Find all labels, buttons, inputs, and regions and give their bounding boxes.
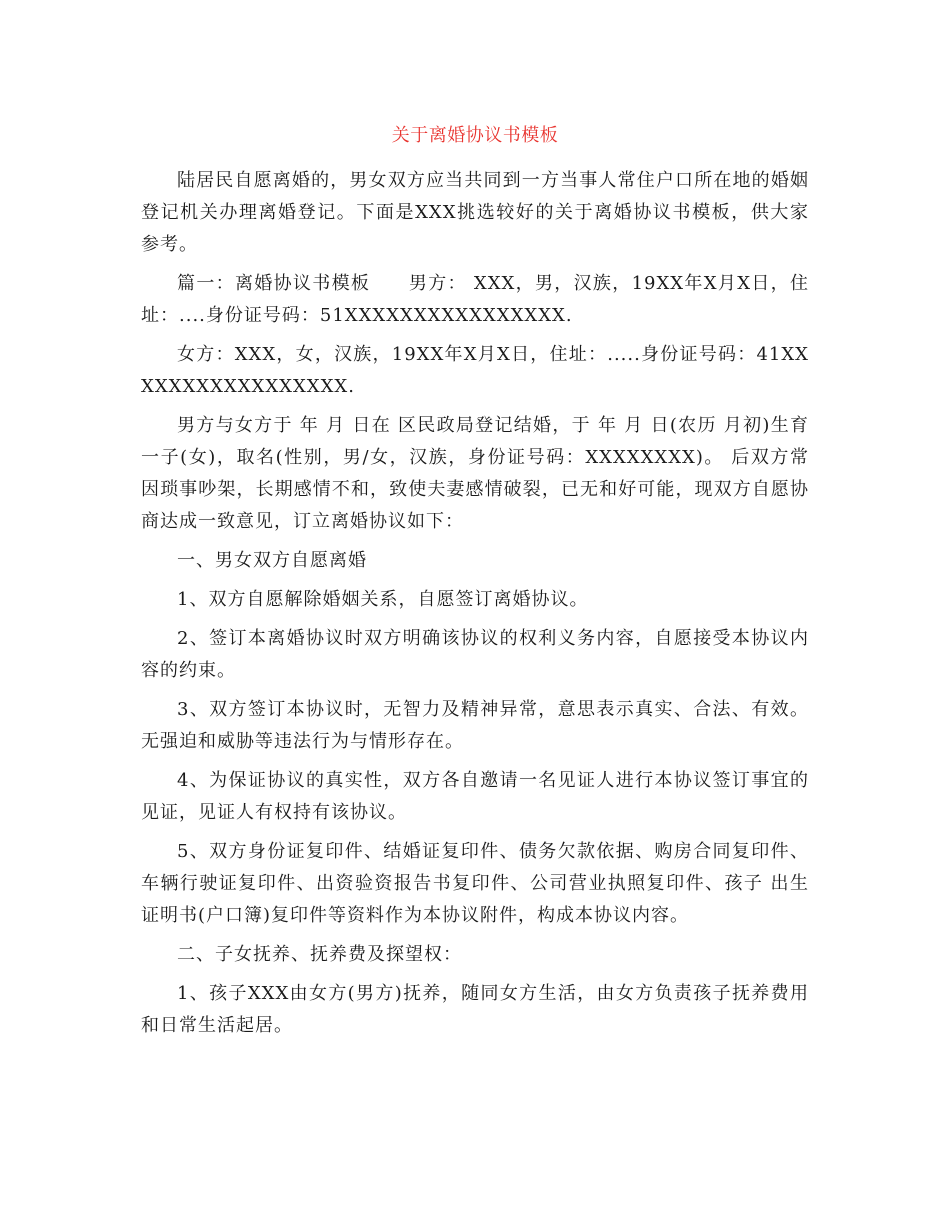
section-heading-child-custody: 二、子女抚养、抚养费及探望权：: [177, 944, 462, 965]
clause-4: 4、为保证协议的真实性，双方各自邀请一名见证人进行本协议签订事宜的见证，见证人有权持有该协议。: [141, 770, 809, 823]
paragraph-marriage-facts: 男方与女方于 年 月 日在 区民政局登记结婚，于 年 月 日(农历 月初)生育一子(女)，取名(性别，男/女，汉族，身份证号码：XXXXXXXX)。 后双方常因琐事吵架，长期感情不和，致使夫妻感情破裂，已无和好可能，现双方自愿协商达成一致意见，订立离婚协议如下：: [141, 415, 809, 532]
clause-3: 3、双方签订本协议时，无智力及精神异常，意思表示真实、合法、有效。无强迫和威胁等违法行为与情形存在。: [141, 699, 809, 752]
document-body: [141, 165, 809, 1049]
paragraph-female-party: 女方：XXX，女，汉族，19XX年X月X日，住址：.....身份证号码：41XXXXXXXXXXXXXXXXX.: [141, 344, 809, 397]
paragraph-male-party: 篇一：离婚协议书模板 男方： XXX，男，汉族，19XX年X月X日，住址：....身份证号码：51XXXXXXXXXXXXXXXX.: [141, 273, 809, 326]
paragraph-intro: 陆居民自愿离婚的，男女双方应当共同到一方当事人常住户口所在地的婚姻登记机关办理离婚登记。下面是XXX挑选较好的关于离婚协议书模板，供大家参考。: [141, 170, 809, 255]
clause-2: 2、签订本离婚协议时双方明确该协议的权利义务内容，自愿接受本协议内容的约束。: [141, 628, 809, 681]
document-title: 关于离婚协议书模板: [391, 125, 559, 146]
section-heading-voluntary-divorce: 一、男女双方自愿离婚: [177, 550, 367, 571]
clause-5: 5、双方身份证复印件、结婚证复印件、债务欠款依据、购房合同复印件、车辆行驶证复印件、出资验资报告书复印件、公司营业执照复印件、孩子 出生证明书(户口簿)复印件等资料作为本协议附件，构成本协议内容。: [141, 841, 809, 926]
custody-clause-1: 1、孩子XXX由女方(男方)抚养，随同女方生活，由女方负责孩子抚养费用和日常生活起居。: [141, 983, 809, 1036]
clause-1: 1、双方自愿解除婚姻关系，自愿签订离婚协议。: [177, 589, 589, 610]
